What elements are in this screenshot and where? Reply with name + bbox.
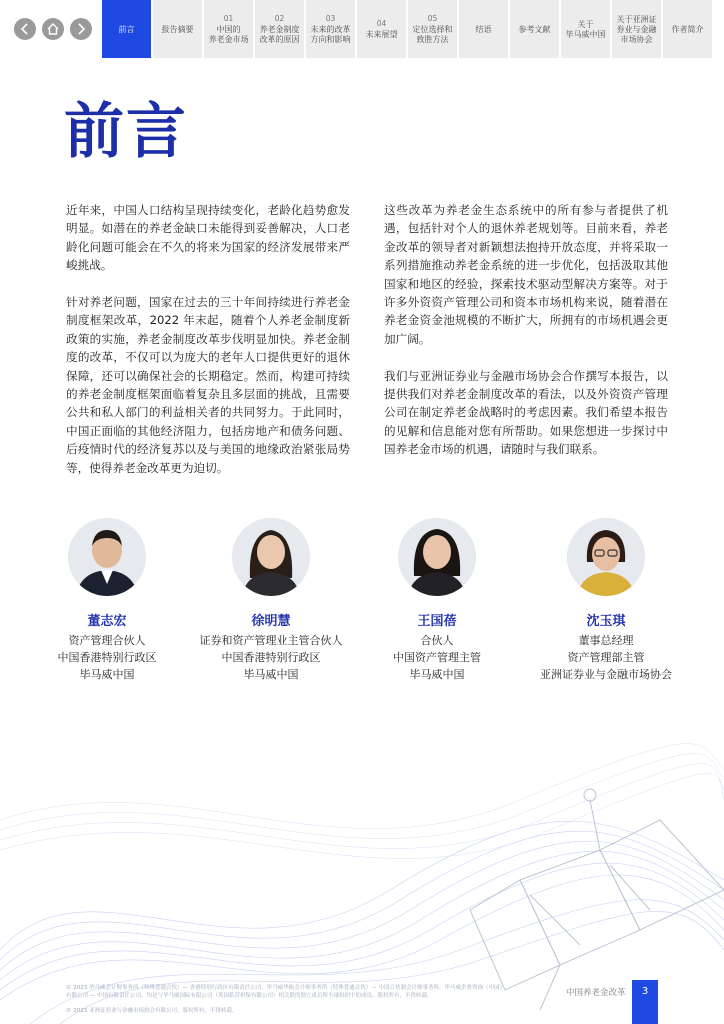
forward-button[interactable] — [70, 18, 92, 40]
tab-label: 养老金制度 改革的原因 — [259, 24, 300, 44]
tab-label: 关于亚洲证 券业与金融 市场协会 — [616, 14, 657, 44]
person-card — [181, 518, 361, 683]
person-location: 资产管理部主管 — [567, 651, 645, 664]
person-organization: 毕马威中国 — [243, 668, 299, 681]
right-column — [384, 201, 668, 477]
tab-label: 作者简介 — [671, 24, 704, 34]
tab-03[interactable] — [306, 0, 355, 58]
tab-number: 01 — [223, 13, 234, 23]
tab-label: 参考文献 — [518, 24, 551, 34]
back-arrow-icon — [19, 23, 31, 35]
tab-foreword[interactable] — [102, 0, 151, 58]
copyright-notice-asifma: © 2023 亚洲证券业与金融市场协会有限公司。版权所有，不得转载。 — [66, 1008, 238, 1014]
nav-buttons — [14, 18, 92, 40]
footer-document-title: 中国养老金改革 — [566, 988, 626, 998]
person-location: 中国资产管理主管 — [393, 651, 481, 664]
person-card — [347, 518, 527, 683]
top-navigation — [0, 0, 724, 58]
person-organization: 毕马威中国 — [409, 668, 465, 681]
person-organization: 亚洲证券业与金融市场协会 — [540, 668, 672, 681]
avatar — [567, 518, 645, 596]
person-card — [516, 518, 696, 683]
tab-references[interactable] — [510, 0, 559, 58]
tab-02[interactable] — [255, 0, 304, 58]
tab-label: 未来的改革 方向和影响 — [310, 24, 351, 44]
tab-label: 报告摘要 — [161, 24, 194, 34]
tab-label: 定位选择和 致胜方法 — [412, 24, 453, 44]
background-illustration — [0, 680, 724, 1024]
avatar — [232, 518, 310, 596]
tab-label: 未来展望 — [365, 29, 398, 39]
page-title: 前言 — [64, 97, 188, 167]
tab-about-kpmg[interactable] — [561, 0, 610, 58]
person-role: 证券和资产管理业主管合伙人 — [199, 634, 343, 647]
person-name: 沈玉琪 — [586, 614, 626, 629]
person-location: 中国香港特别行政区 — [57, 651, 157, 664]
person-location: 中国香港特别行政区 — [221, 651, 321, 664]
avatar — [398, 518, 476, 596]
person-role: 董事总经理 — [578, 634, 634, 647]
left-column — [66, 201, 350, 495]
home-icon — [46, 22, 60, 36]
section-tabs — [102, 0, 712, 58]
back-button[interactable] — [14, 18, 36, 40]
tab-summary[interactable] — [153, 0, 202, 58]
tab-about-asifma[interactable] — [612, 0, 661, 58]
paragraph: 针对养老问题，国家在过去的三十年间持续进行养老金制度框架改革，2022 年末起，随着个人养老金制度新政策的实施，养老金制度改革步伐明显加快。养老金制度的改革，不仅可以为庞大的老年人口提供更好的退休保障，还可以确保社会的长期稳定。然而，构建可持续的养老金制度框架面临着复杂且多层面的挑战，且需要公共和私人部门的利益相关者的共同努力。于此同时，中国正面临的其他经济阻力，包括房地产和债务问题、后疫情时代的经济复苏以及与美国的地缘政治紧张局势等，使得养老金改革更为迫切。 — [66, 295, 350, 475]
forward-arrow-icon — [75, 23, 87, 35]
tab-number: 04 — [376, 18, 387, 28]
person-role: 合伙人 — [420, 634, 454, 647]
copyright-notice: © 2023 毕马威会计师事务所（特殊普通合伙）— 香港特别行政区有限责任公司，毕马威华振会计师事务所（特殊普通合伙）— 中国合伙制会计师事务所，毕马威企业咨询（中国）有限公司 — 中国有限责任公司，均是与毕马威国际有限公司（英国私营担保有限公司）相关联的独立成员所全球组织中的成员。版权所有，不得转载。 — [66, 985, 505, 999]
satellite-icon — [470, 789, 724, 1010]
tab-label: 中国的 养老金市场 — [208, 24, 249, 44]
paragraph: 近年来，中国人口结构呈现持续变化，老龄化趋势愈发明显。如潜在的养老金缺口未能得到妥善解决，人口老龄化问题可能会在不久的将来为国家的经济发展带来严峻挑战。 — [66, 203, 350, 273]
person-name: 徐明慧 — [251, 614, 291, 629]
home-button[interactable] — [42, 18, 64, 40]
avatar — [68, 518, 146, 596]
tab-number: 02 — [274, 13, 285, 23]
person-role: 资产管理合伙人 — [68, 634, 146, 647]
tab-number: 05 — [427, 13, 438, 23]
tab-authors[interactable] — [663, 0, 712, 58]
tab-number: 03 — [325, 13, 336, 23]
person-card — [17, 518, 197, 683]
tab-01[interactable] — [204, 0, 253, 58]
person-organization: 毕马威中国 — [79, 668, 135, 681]
person-name: 董志宏 — [87, 614, 127, 629]
page-number: 3 — [632, 980, 658, 1024]
tab-04[interactable] — [357, 0, 406, 58]
tab-05[interactable] — [408, 0, 457, 58]
tab-label: 结语 — [475, 24, 492, 34]
paragraph: 这些改革为养老金生态系统中的所有参与者提供了机遇，包括针对个人的退休养老规划等。目前来看，养老金改革的领导者对新颖想法抱持开放态度，并将采取一系列措施推动养老金系统的进一步优化，包括汲取其他国家和地区的经验，探索技术驱动型解决方案等。对于许多外资资产管理公司和资本市场机构来说，随着潜在养老金资金池规模的不断扩大，所拥有的市场机遇会更加广阔。 — [384, 203, 668, 346]
tab-label: 前言 — [118, 24, 135, 34]
paragraph: 我们与亚洲证券业与金融市场协会合作撰写本报告，以提供我们对养老金制度改革的看法，以及外资资产管理公司在制定养老金战略时的考虑因素。我们希望本报告的见解和信息能对您有所帮助。如果您想进一步探讨中国养老金市场的机遇，请随时与我们联系。 — [384, 368, 668, 457]
tab-conclusion[interactable] — [459, 0, 508, 58]
person-name: 王国蓓 — [417, 614, 457, 629]
tab-label: 关于 毕马威中国 — [565, 19, 606, 39]
